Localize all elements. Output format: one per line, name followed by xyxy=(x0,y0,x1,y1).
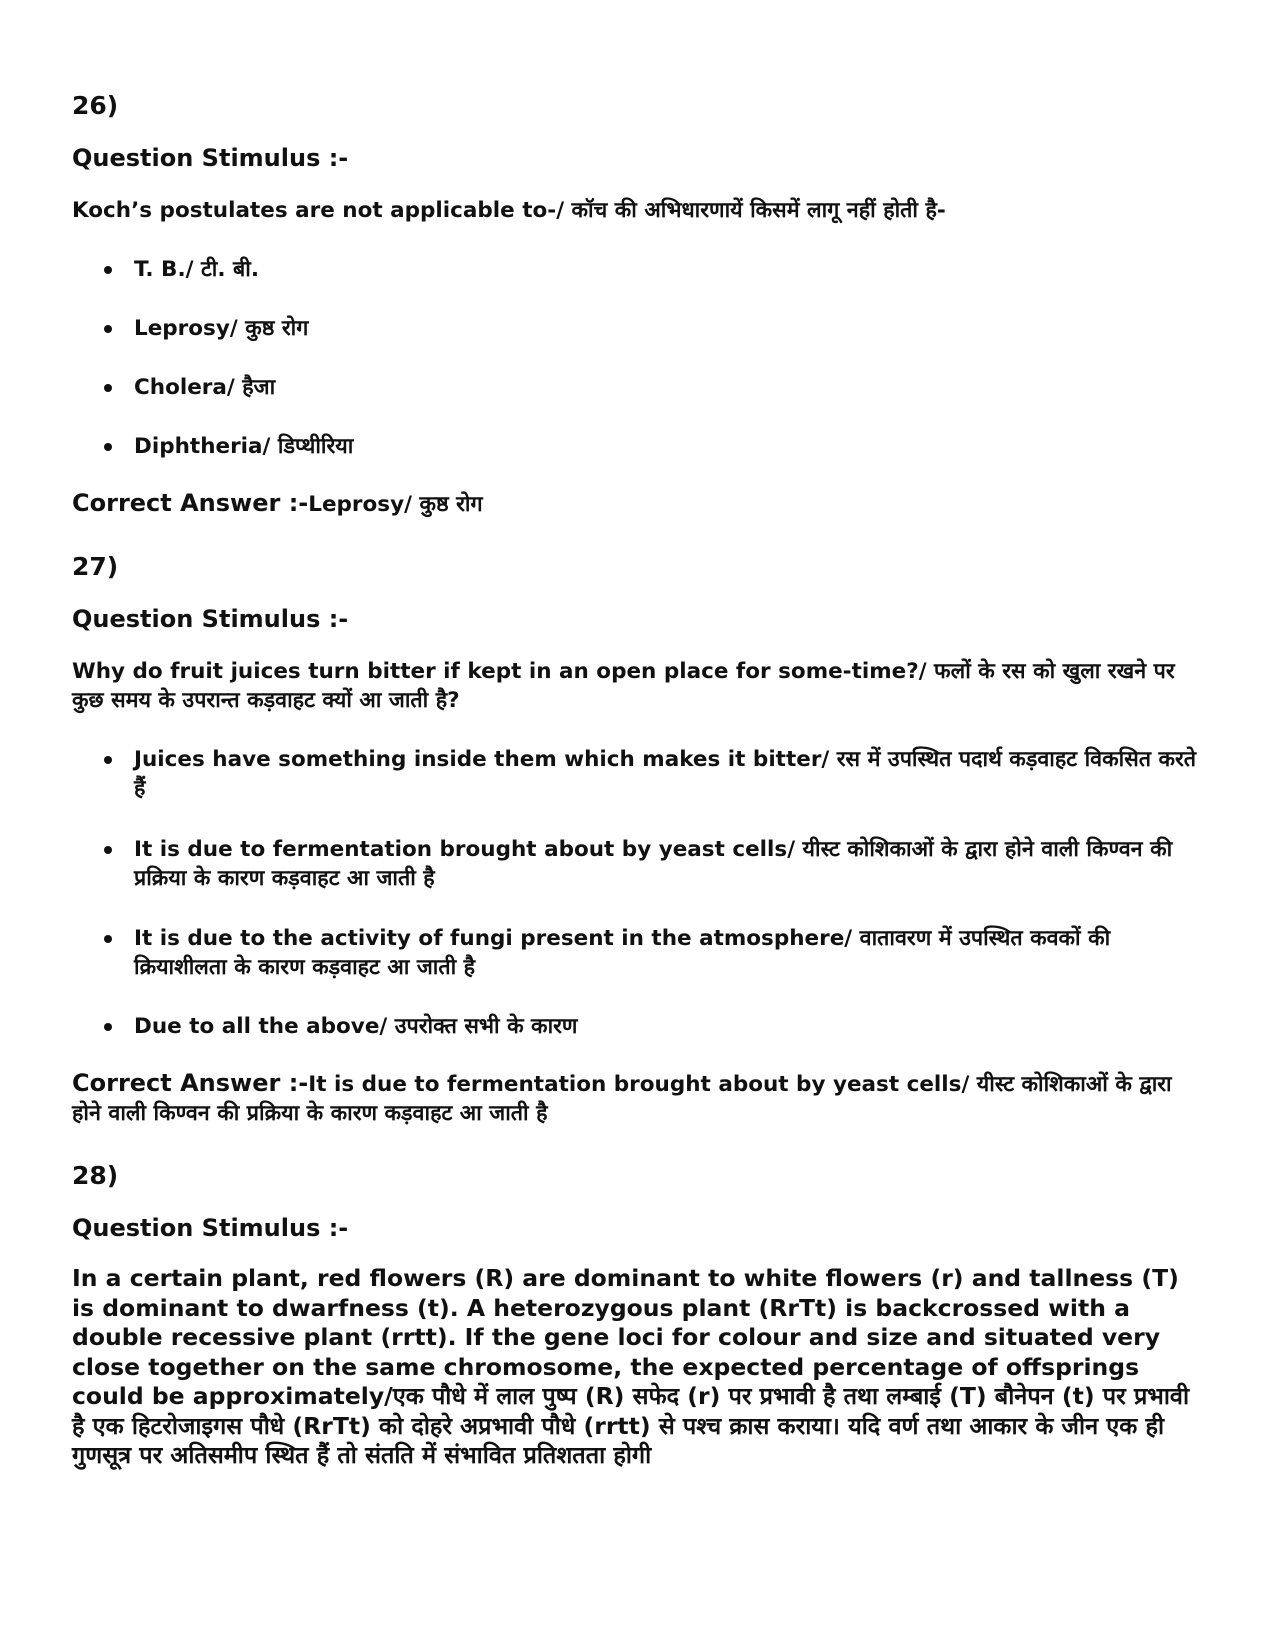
option-item xyxy=(72,1012,1202,1041)
question-stimulus-label: Question Stimulus :- xyxy=(72,605,349,633)
option-item xyxy=(72,924,1202,982)
bullet-icon xyxy=(104,935,112,943)
bullet-icon xyxy=(104,443,112,451)
question-text: Why do fruit juices turn bitter if kept in an open place for some-time?/ फलों के रस को खुला रखने पर कुछ समय के उपरान्त कड़वाहट क्यों आ जाती है? xyxy=(72,659,1175,713)
bullet-icon xyxy=(104,325,112,333)
option-item xyxy=(72,255,1202,284)
bullet-icon xyxy=(104,756,112,764)
question-text: Koch’s postulates are not applicable to-/ कॉच की अभिधारणायें किसमें लागू नहीं होती है- xyxy=(72,198,946,223)
option-item xyxy=(72,373,1202,402)
bullet-icon xyxy=(104,1023,112,1031)
correct-answer-label: Correct Answer :- xyxy=(72,1069,309,1097)
question-number: 27) xyxy=(72,552,119,581)
option-text: Diphtheria/ डिप्थीरिया xyxy=(134,434,354,459)
option-text: T. B./ टी. बी. xyxy=(134,257,260,282)
correct-answer-text: Leprosy/ कुष्ठ रोग xyxy=(308,492,483,517)
correct-answer xyxy=(72,489,1202,519)
option-text: Juices have something inside them which makes it bitter/ रस में उपस्थित पदार्थ कड़वाहट विकसित करते हैं xyxy=(134,747,1197,801)
option-item xyxy=(72,745,1202,803)
option-text: Due to all the above/ उपरोक्त सभी के कारण xyxy=(134,1014,578,1039)
question-text: In a certain plant, red flowers (R) are dominant to white flowers (r) and tallness (T) is dominant to dwarfness (t). A heterozygous plant (RrTt) is backcrossed with a double recessive plant (rrtt). If the gene loci for colour and size and situated very close together on the same chromosome, the expected percentage of offsprings could be approximately/एक पौधे में लाल पुष्प (R) सफेद (r) पर प्रभावी है तथा लम्बाई (T) बौनेपन (t) पर प्रभावी है एक हिटरोजाइगस पौधे (RrTt) को दोहरे अप्रभावी पौधे (rrtt) से पश्च क्रास कराया। यदि वर्ण तथा आकार के जीन एक ही गुणसूत्र पर अतिसमीप स्थित हैं तो संतति में संभावित प्रतिशतता होगी xyxy=(72,1264,1190,1469)
bullet-icon xyxy=(104,384,112,392)
correct-answer-text: It is due to fermentation brought about by yeast cells/ यीस्ट कोशिकाओं के द्वारा होने वाली किण्वन की प्रक्रिया के कारण कड़वाहट आ जाती है xyxy=(72,1072,1172,1126)
option-text: It is due to fermentation brought about by yeast cells/ यीस्ट कोशिकाओं के द्वारा होने वाली किण्वन की प्रक्रिया के कारण कड़वाहट आ जाती है xyxy=(134,837,1173,891)
question-number: 26) xyxy=(72,91,119,120)
question-stimulus-label: Question Stimulus :- xyxy=(72,144,349,172)
bullet-icon xyxy=(104,846,112,854)
option-text: Leprosy/ कुष्ठ रोग xyxy=(134,316,309,341)
correct-answer xyxy=(72,1069,1202,1128)
option-text: It is due to the activity of fungi present in the atmosphere/ वातावरण में उपस्थित कवकों की क्रियाशीलता के कारण कड़वाहट आ जाती है xyxy=(134,926,1111,980)
option-text: Cholera/ हैजा xyxy=(134,375,276,400)
bullet-icon xyxy=(104,266,112,274)
option-item xyxy=(72,314,1202,343)
option-item xyxy=(72,432,1202,461)
question-number: 28) xyxy=(72,1161,119,1190)
question-stimulus-label: Question Stimulus :- xyxy=(72,1214,349,1242)
option-item xyxy=(72,835,1202,893)
correct-answer-label: Correct Answer :- xyxy=(72,489,309,517)
